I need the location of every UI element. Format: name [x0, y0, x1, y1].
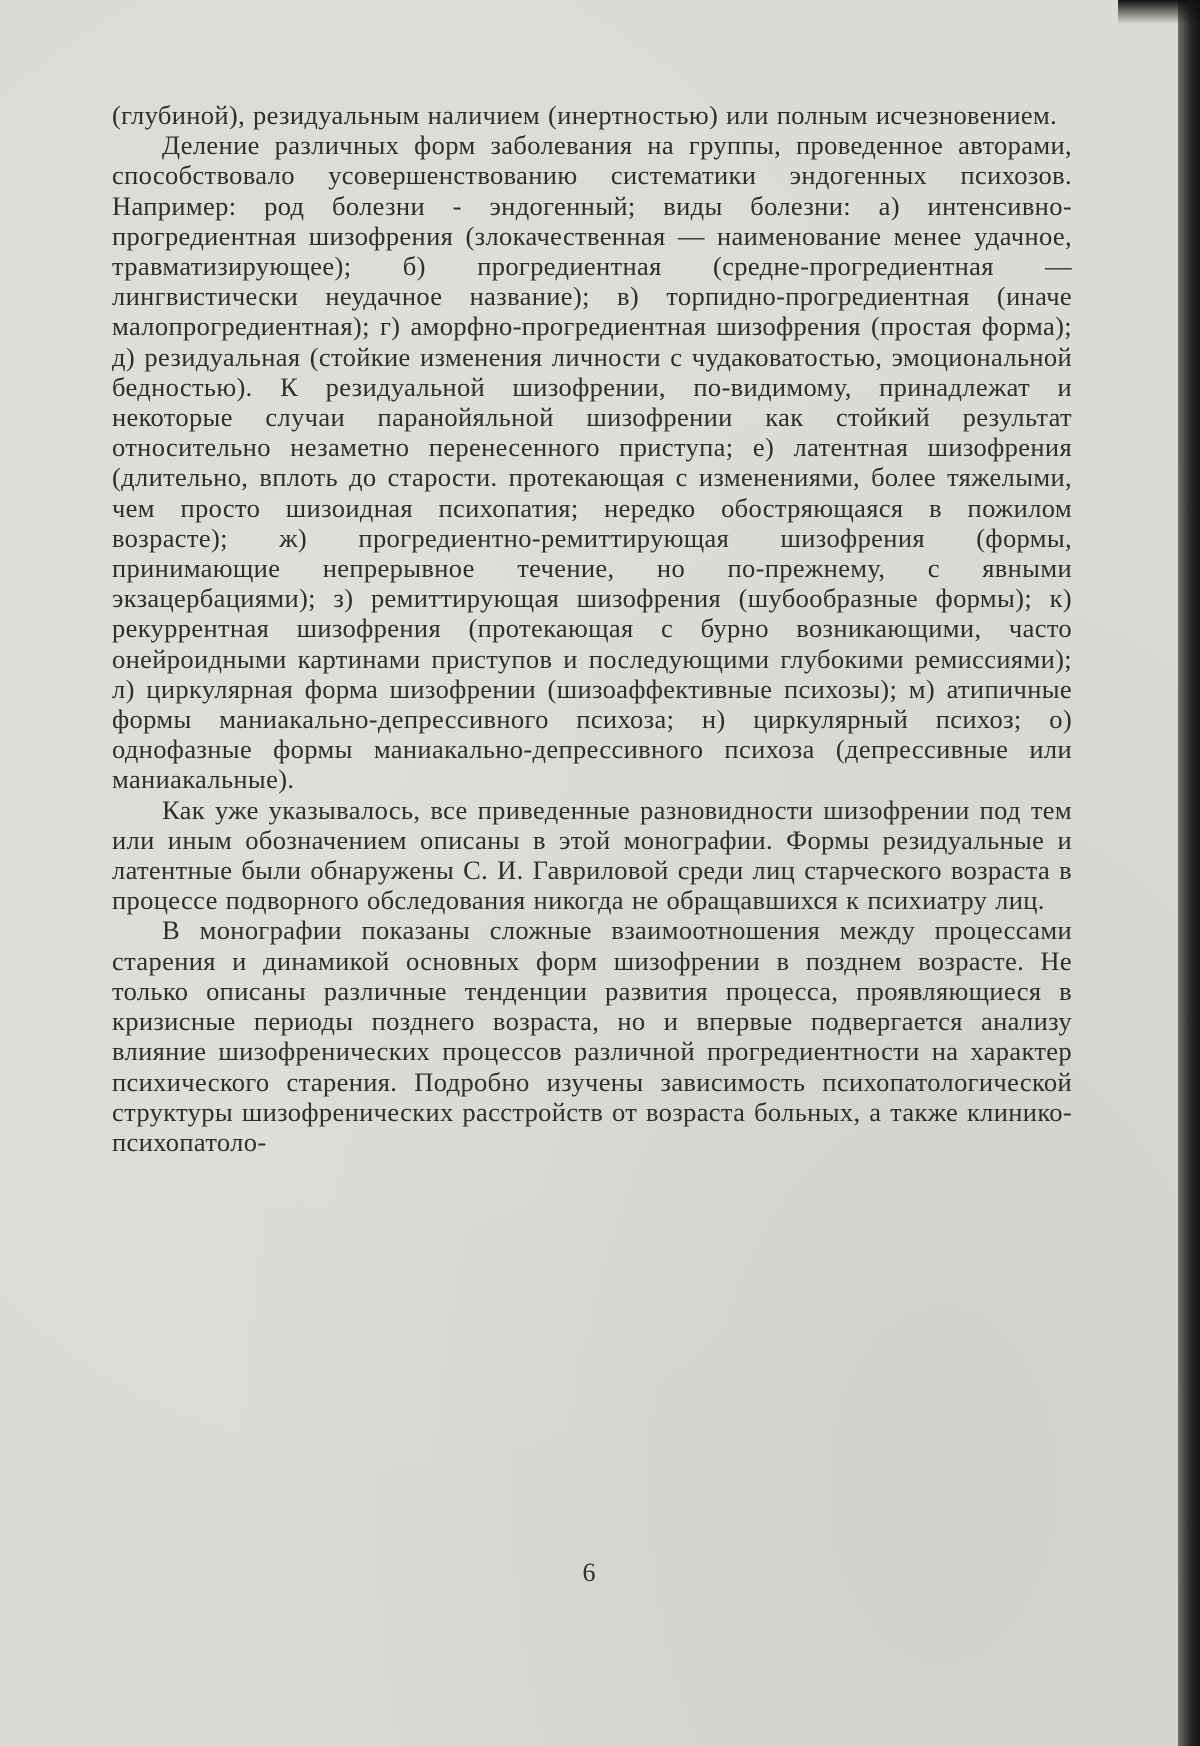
scan-shadow: [1118, 0, 1200, 24]
paragraph-4: В монографии показаны сложные взаимоотношения между процессами старения и динамикой основных форм шизофрении в позднем возрасте. Не только описаны различные тенденции развития процесса, проявляющиеся в кризисные периоды позднего возраста, но и впервые подвергается анализу влияние шизофренических процессов различной прогредиентности на характер психического старения. Подробно изучены зависимость психопатологической структуры шизофренических расстройств от возраста больных, а также клинико-психопатоло-: [112, 915, 1072, 1157]
body-text: [112, 100, 1072, 1157]
book-spine-edge: [1178, 0, 1200, 1746]
paragraph-1: (глубиной), резидуальным наличием (инертностью) или полным исчезновением.: [112, 100, 1058, 130]
page-number: 6: [582, 1558, 596, 1587]
paragraph-3: Как уже указывалось, все приведенные разновидности шизофрении под тем или иным обозначением описаны в этой монографии. Формы резидуальные и латентные были обнаружены С. И. Гавриловой среди лиц старческого возраста в процессе подворного обследования никогда не обращавшихся к психиатру лиц.: [112, 794, 1072, 916]
paragraph-2: Деление различных форм заболевания на группы, проведенное авторами, способствовало усовершенствованию систематики эндогенных психозов. Например: род болезни - эндогенный; виды болезни: а) интенсивно-прогредиентная шизофрения (злокачественная — наименование менее удачное, травматизирующее); б) прогредиентная (средне-прогредиентная — лингвистически неудачное название); в) торпидно-прогредиентная (иначе малопрогредиентная); г) аморфно-прогредиентная шизофрения (простая форма); д) резидуальная (стойкие изменения личности с чудаковатостью, эмоциональной бедностью). К резидуальной шизофрении, по-видимому, принадлежат и некоторые случаи паранойяльной шизофрении как стойкий результат относительно незаметно перенесенного приступа; е) латентная шизофрения (длительно, вплоть до старости. протекающая с изменениями, более тяжелыми, чем просто шизоидная психопатия; нередко обостряющаяся в пожилом возрасте); ж) прогредиентно-ремиттирующая шизофрения (формы, принимающие непрерывное течение, но по-прежнему, с явными экзацербациями); з) ремиттирующая шизофрения (шубообразные формы); к) рекуррентная шизофрения (протекающая с бурно возникающими, часто онейроидными картинами приступов и последующими глубокими ремиссиями); л) циркулярная форма шизофрении (шизоаффективные психозы); м) атипичные формы маниакально-депрессивного психоза; н) циркулярный психоз; о) однофазные формы маниакально-депрессивного психоза (депрессивные или маниакальные).: [112, 130, 1072, 795]
